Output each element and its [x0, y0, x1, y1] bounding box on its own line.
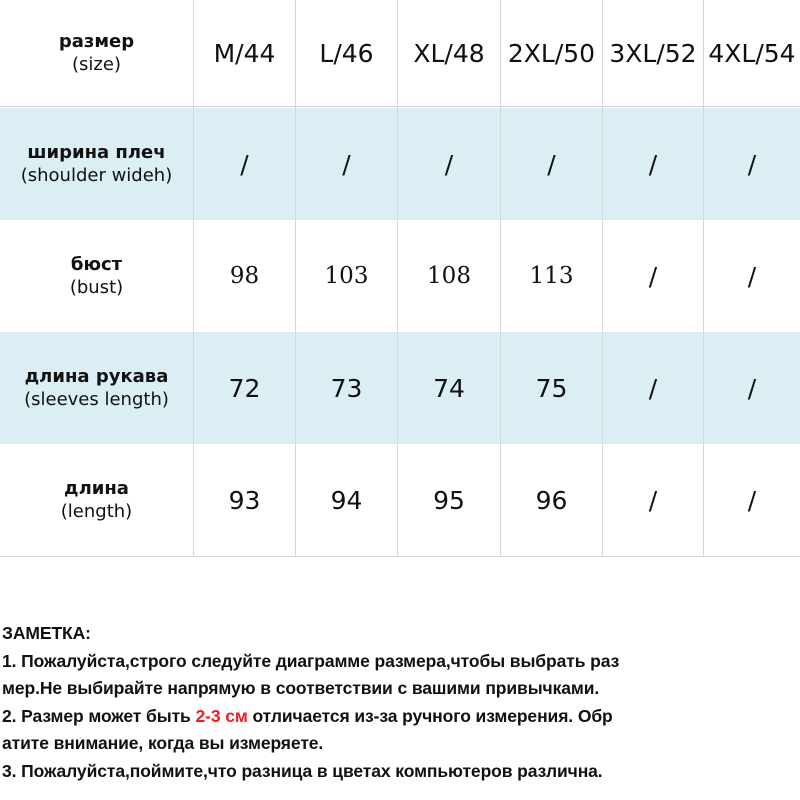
note-line: мер.Не выбирайте напрямую в соответствии с вашими привычками.	[2, 678, 600, 699]
table-row-sleeves	[0, 332, 800, 444]
size-label-en: (size)	[72, 53, 121, 75]
grid-line	[0, 106, 800, 107]
table-cell: 74	[433, 373, 465, 403]
note-text: отличается из-за ручного измерения. Обр	[247, 705, 613, 726]
note-text: 2. Размер может быть	[2, 705, 196, 726]
table-row-length	[0, 444, 800, 556]
notes-title: ЗАМЕТКА:	[2, 623, 91, 643]
table-cell: 94	[330, 485, 363, 515]
table-cell: /	[747, 261, 757, 291]
table-cell: 75	[535, 373, 568, 403]
row-label-cell	[0, 444, 193, 556]
row-label-en: (sleeves length)	[24, 388, 169, 410]
grid-line	[0, 556, 800, 557]
grid-line	[397, 0, 398, 557]
table-row-shoulder	[0, 108, 800, 220]
row-label-ru: ширина плеч	[27, 141, 166, 163]
table-cell: 98	[229, 263, 260, 289]
table-cell: 103	[324, 263, 369, 289]
size-header: 4XL/54	[708, 38, 796, 68]
table-cell: 93	[228, 485, 261, 515]
table-cell: /	[747, 149, 757, 179]
row-label-ru: длина рукава	[24, 365, 169, 387]
note-highlight: 2-3 см	[195, 705, 248, 726]
size-header: XL/48	[413, 38, 485, 68]
grid-line	[193, 0, 194, 557]
grid-line	[295, 0, 296, 557]
table-cell: 73	[330, 373, 363, 403]
table-row-bust	[0, 220, 800, 332]
row-label-cell	[0, 332, 193, 444]
row-label-cell	[0, 108, 193, 220]
table-cell: /	[240, 149, 249, 179]
size-header: 3XL/52	[609, 38, 697, 68]
table-cell: 96	[535, 485, 568, 515]
table-cell: 113	[529, 263, 574, 289]
size-header: M/44	[213, 38, 276, 68]
table-cell: 72	[228, 373, 261, 403]
notes-block	[2, 620, 800, 786]
row-label-en: (shoulder wideh)	[20, 164, 173, 186]
note-line: атите внимание, когда вы измеряете.	[2, 733, 324, 754]
row-label-ru: длина	[64, 477, 129, 499]
row-label-en: (bust)	[69, 276, 124, 298]
size-header: L/46	[319, 38, 374, 68]
size-label-cell	[0, 0, 193, 106]
table-cell: /	[648, 485, 658, 515]
size-header: 2XL/50	[507, 38, 596, 68]
grid-line	[500, 0, 501, 557]
table-cell: /	[648, 261, 658, 291]
table-cell: /	[648, 373, 658, 403]
table-cell: /	[547, 149, 556, 179]
grid-line	[602, 0, 603, 557]
row-label-en: (length)	[60, 500, 133, 522]
table-cell: /	[648, 149, 658, 179]
note-line	[2, 703, 800, 731]
row-label-ru: бюст	[70, 253, 123, 275]
table-cell: /	[444, 149, 454, 179]
header-row	[0, 0, 800, 106]
table-cell: /	[747, 485, 757, 515]
table-cell: 108	[427, 263, 471, 289]
row-label-cell	[0, 220, 193, 332]
table-cell: /	[747, 373, 757, 403]
table-cell: 95	[433, 485, 465, 515]
table-cell: /	[342, 149, 351, 179]
size-label-ru: размер	[58, 30, 135, 52]
note-line: 1. Пожалуйста,строго следуйте диаграмме размера,чтобы выбрать раз	[2, 650, 620, 671]
note-line: 3. Пожалуйста,поймите,что разница в цветах компьютеров различна.	[2, 760, 603, 781]
grid-line	[703, 0, 704, 557]
